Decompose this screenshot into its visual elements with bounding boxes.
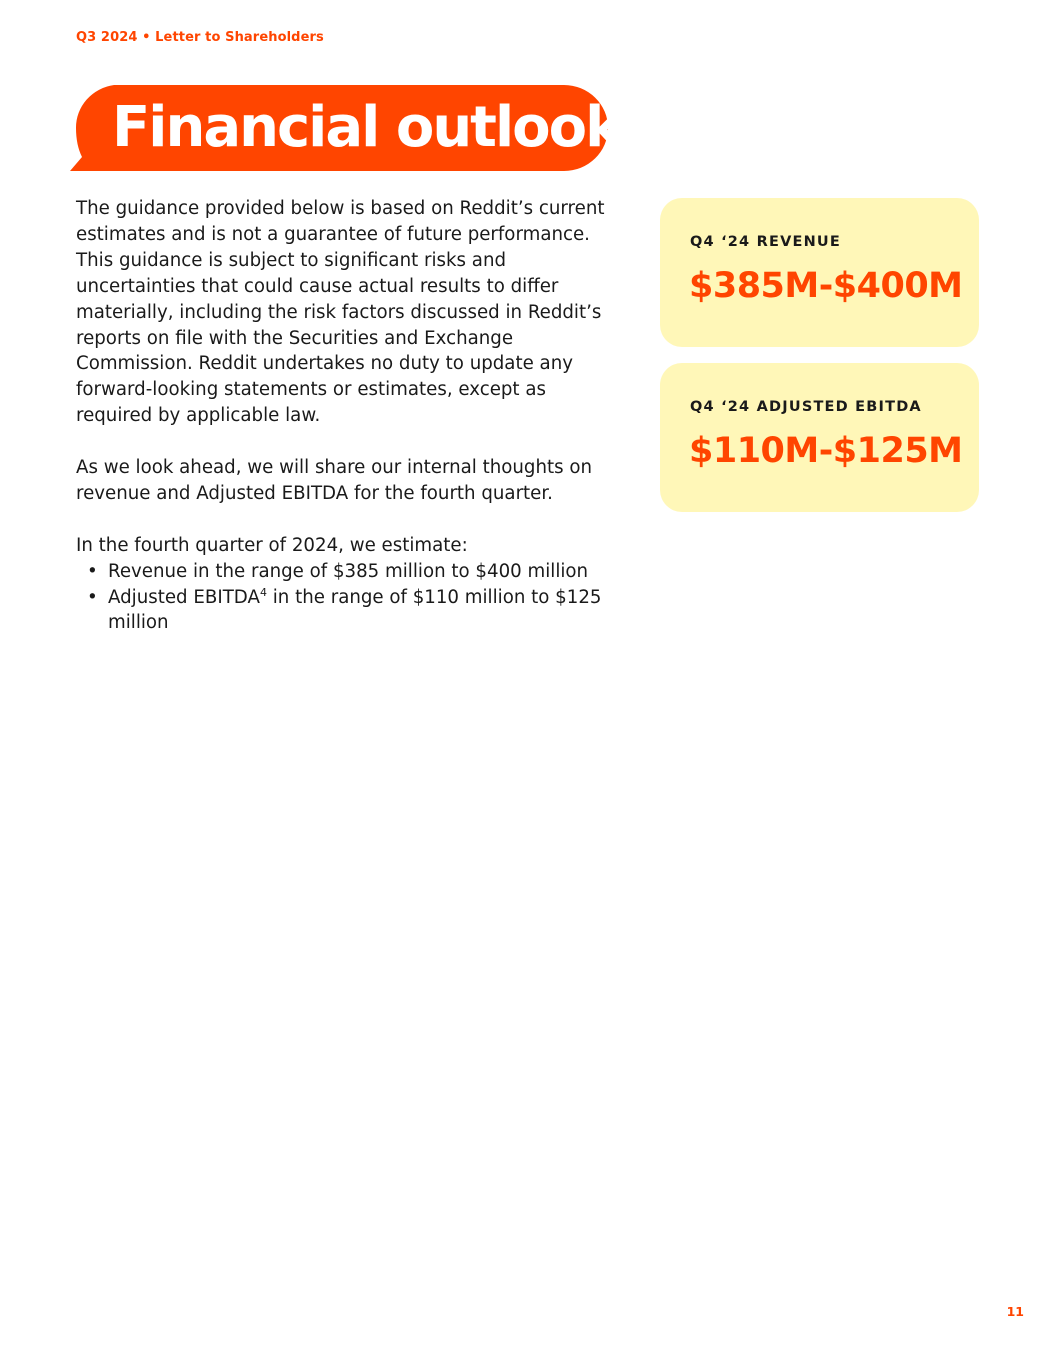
ebitda-guidance-card	[660, 363, 979, 512]
page-number: 11	[1006, 1304, 1024, 1319]
revenue-estimate-text: Revenue in the range of $385 million to $400 million	[108, 560, 589, 582]
disclaimer-paragraph: The guidance provided below is based on Reddit’s current estimates and is not a guarantee of future performance. This guidance is subject to significant risks and uncertainties that could cause actual results to differ materially, including the risk factors discussed in Reddit’s reports on file with the Securities and Exchange Commission. Reddit undertakes no duty to update any forward-looking statements or estimates, except as required by applicable law.	[76, 198, 605, 427]
document-header: Q3 2024 • Letter to Shareholders	[76, 30, 324, 45]
revenue-card-label: Q4 ‘24 REVENUE	[690, 234, 842, 250]
revenue-card-value: $385M-$400M	[689, 266, 963, 306]
estimate-intro: In the fourth quarter of 2024, we estimate:	[76, 534, 468, 556]
revenue-guidance-card	[660, 198, 979, 347]
list-item	[108, 585, 616, 637]
page-title: Financial outlook	[112, 95, 621, 160]
title-speech-bubble	[70, 85, 621, 173]
footnote-reference[interactable]: 4	[259, 585, 267, 599]
ebitda-estimate-prefix: Adjusted EBITDA	[108, 586, 260, 608]
ebitda-card-value: $110M-$125M	[689, 431, 963, 471]
guidance-body	[76, 196, 616, 636]
ebitda-card-label: Q4 ‘24 ADJUSTED EBITDA	[690, 399, 922, 415]
list-item	[108, 559, 616, 585]
outlook-intro-paragraph: As we look ahead, we will share our internal thoughts on revenue and Adjusted EBITDA for the fourth quarter.	[76, 457, 593, 504]
estimate-list	[76, 559, 616, 637]
ebitda-estimate-suffix: in the range of $110 million to $125 million	[108, 586, 602, 634]
